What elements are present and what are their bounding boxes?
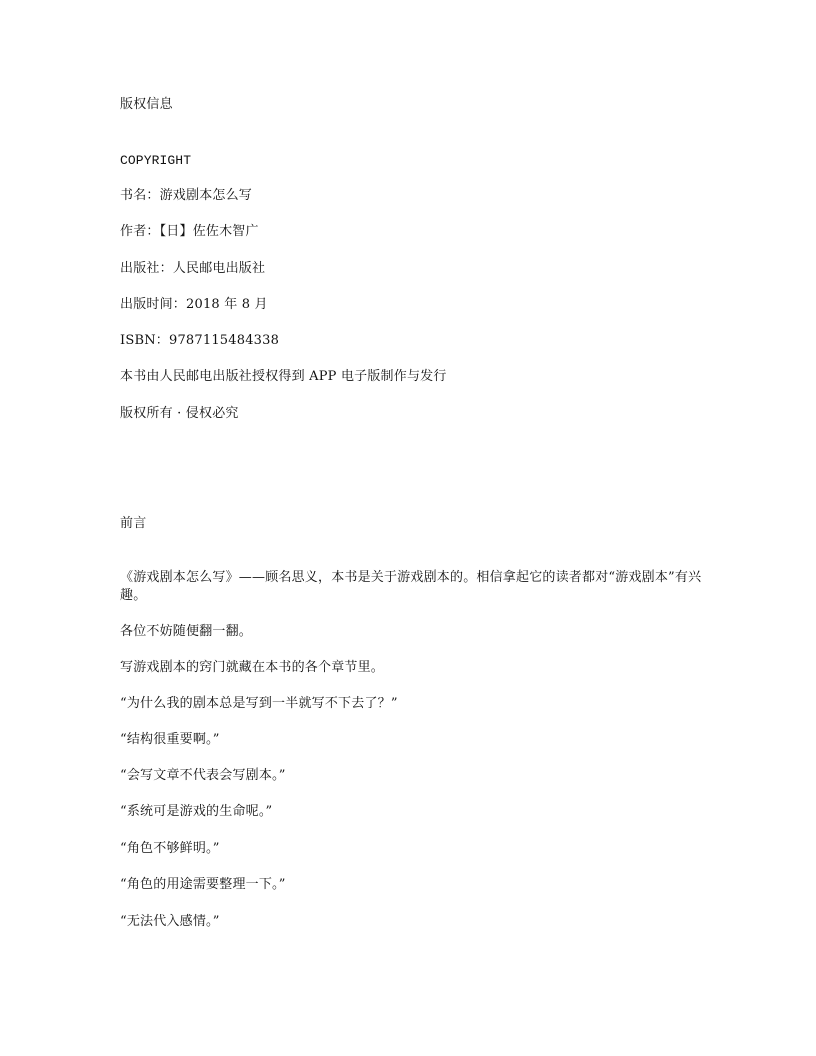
author-line: 作者：【日】佐佐木智广 [120,224,259,239]
preface-paragraph: “为什么我的剧本总是写到一半就写不下去了？” [120,696,398,711]
rights-line: 版权所有 · 侵权必究 [120,406,239,421]
preface-paragraph: “会写文章不代表会写剧本。” [120,768,286,783]
isbn-line: ISBN：9787115484338 [120,333,280,348]
publisher-line: 出版社：人民邮电出版社 [120,261,266,276]
publish-date-line: 出版时间：2018 年 8 月 [120,297,268,312]
preface-paragraph: “角色不够鲜明。” [120,841,220,856]
preface-paragraph: “无法代入感情。” [120,914,220,929]
preface-paragraph: 《游戏剧本怎么写》——顾名思义，本书是关于游戏剧本的。相信拿起它的读者都对“游戏剧本”有兴趣。 [120,570,702,603]
preface-heading: 前言 [120,516,147,531]
preface-paragraph: 各位不妨随便翻一翻。 [120,624,253,639]
copyright-label: COPYRIGHT [120,153,192,168]
preface-paragraph: “系统可是游戏的生命呢。” [120,804,273,819]
preface-paragraph: 写游戏剧本的窍门就藏在本书的各个章节里。 [120,660,385,675]
copyright-heading: 版权信息 [120,97,173,112]
license-note-line: 本书由人民邮电出版社授权得到 APP 电子版制作与发行 [120,369,447,384]
book-title-line: 书名：游戏剧本怎么写 [120,188,253,203]
preface-paragraph: “角色的用途需要整理一下。” [120,877,286,892]
preface-paragraph: “结构很重要啊。” [120,732,220,747]
